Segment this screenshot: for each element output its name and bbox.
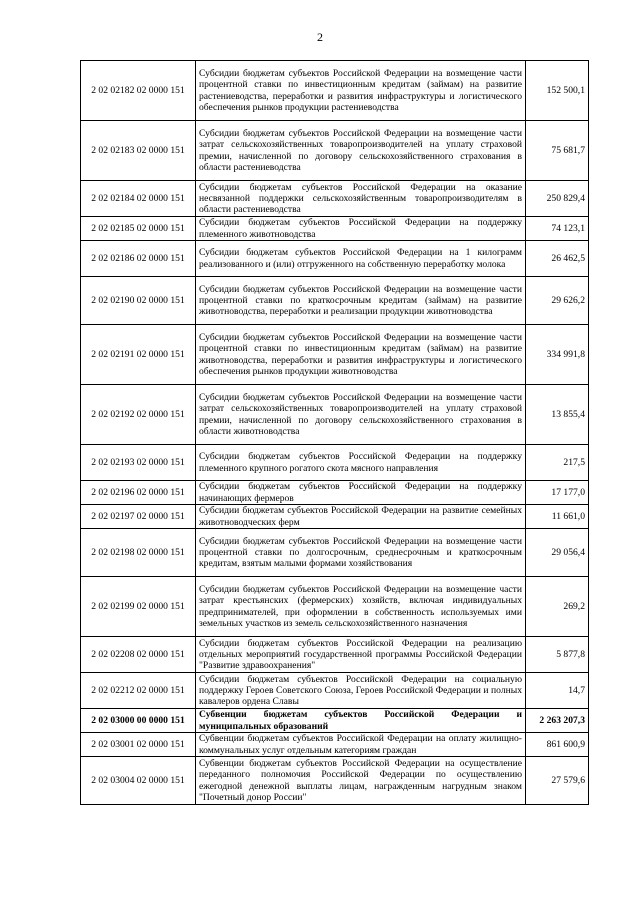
amount-cell: 29 626,2 [526,277,589,325]
budget-code-cell: 2 02 02182 02 0000 151 [81,61,196,121]
table-row [81,181,589,217]
amount-cell: 13 855,4 [526,385,589,445]
amount-cell: 5 877,8 [526,637,589,673]
table-row [81,481,589,505]
amount-cell: 74 123,1 [526,217,589,241]
description-cell: Субсидии бюджетам субъектов Российской Федерации на возмещение части процентной ставки по долгосрочным, среднесрочным и краткосрочным кредитам, взятым малыми формами хозяйствования [196,529,526,577]
budget-code-cell: 2 02 02184 02 0000 151 [81,181,196,217]
amount-cell: 861 600,9 [526,733,589,757]
budget-code-cell: 2 02 02197 02 0000 151 [81,505,196,529]
budget-code-cell: 2 02 02199 02 0000 151 [81,577,196,637]
amount-cell: 334 991,8 [526,325,589,385]
table-row [81,757,589,805]
budget-table [80,60,589,805]
description-cell: Субвенции бюджетам субъектов Российской Федерации и муниципальных образований [196,709,526,733]
description-cell: Субсидии бюджетам субъектов Российской Федерации на поддержку племенного животноводства [196,217,526,241]
amount-cell: 75 681,7 [526,121,589,181]
budget-code-cell: 2 02 03004 02 0000 151 [81,757,196,805]
amount-cell: 2 263 207,3 [526,709,589,733]
description-cell: Субсидии бюджетам субъектов Российской Федерации на оказание несвязанной поддержки сельскохозяйственным товаропроизводителям в области растениеводства [196,181,526,217]
amount-cell: 26 462,5 [526,241,589,277]
table-row [81,673,589,709]
budget-code-cell: 2 02 03001 02 0000 151 [81,733,196,757]
table-row [81,529,589,577]
budget-code-cell: 2 02 02198 02 0000 151 [81,529,196,577]
description-cell: Субсидии бюджетам субъектов Российской Федерации на поддержку начинающих фермеров [196,481,526,505]
amount-cell: 152 500,1 [526,61,589,121]
description-cell: Субсидии бюджетам субъектов Российской Федерации на возмещение части процентной ставки по инвестиционным кредитам (займам) на развитие животноводства, переработки и развития инфраструктуры и логистического обеспечения рынков продукции животноводства [196,325,526,385]
description-cell: Субсидии бюджетам субъектов Российской Федерации на развитие семейных животноводческих ферм [196,505,526,529]
description-cell: Субсидии бюджетам субъектов Российской Федерации на 1 килограмм реализованного и (или) отгруженного на собственную переработку молока [196,241,526,277]
budget-code-cell: 2 02 02185 02 0000 151 [81,217,196,241]
table-row [81,277,589,325]
budget-code-cell: 2 02 02192 02 0000 151 [81,385,196,445]
description-cell: Субсидии бюджетам субъектов Российской Федерации на реализацию отдельных мероприятий государственной программы Российской Федерации "Развитие здравоохранения" [196,637,526,673]
amount-cell: 29 056,4 [526,529,589,577]
page-number: 2 [317,30,323,44]
budget-code-cell: 2 02 02208 02 0000 151 [81,637,196,673]
table-row [81,241,589,277]
table-row [81,577,589,637]
budget-code-cell: 2 02 02186 02 0000 151 [81,241,196,277]
table-row [81,445,589,481]
budget-code-cell: 2 02 02191 02 0000 151 [81,325,196,385]
table-row [81,385,589,445]
table-row [81,61,589,121]
budget-code-cell: 2 02 02193 02 0000 151 [81,445,196,481]
amount-cell: 27 579,6 [526,757,589,805]
budget-code-cell: 2 02 03000 00 0000 151 [81,709,196,733]
table-row [81,637,589,673]
table-row [81,121,589,181]
amount-cell: 250 829,4 [526,181,589,217]
amount-cell: 217,5 [526,445,589,481]
budget-code-cell: 2 02 02183 02 0000 151 [81,121,196,181]
amount-cell: 14,7 [526,673,589,709]
description-cell: Субвенции бюджетам субъектов Российской Федерации на осуществление переданного полномочия Российской Федерации по осуществлению ежегодной денежной выплаты лицам, награжденным нагрудным знаком "Почетный донор России" [196,757,526,805]
table-row [81,733,589,757]
table-row [81,505,589,529]
table-row [81,217,589,241]
description-cell: Субвенции бюджетам субъектов Российской Федерации на оплату жилищно-коммунальных услуг отдельным категориям граждан [196,733,526,757]
budget-code-cell: 2 02 02196 02 0000 151 [81,481,196,505]
amount-cell: 17 177,0 [526,481,589,505]
description-cell: Субсидии бюджетам субъектов Российской Федерации на возмещение части процентной ставки по краткосрочным кредитам (займам) на развитие животноводства, переработки и реализации продукции животноводства [196,277,526,325]
budget-table-body [81,61,589,805]
description-cell: Субсидии бюджетам субъектов Российской Федерации на поддержку племенного крупного рогатого скота мясного направления [196,445,526,481]
description-cell: Субсидии бюджетам субъектов Российской Федерации на возмещение части затрат сельскохозяйственных товаропроизводителей на уплату страховой премии, начисленной по договору сельскохозяйственного страхования в области растениеводства [196,121,526,181]
description-cell: Субсидии бюджетам субъектов Российской Федерации на возмещение части затрат крестьянских (фермерских) хозяйств, включая индивидуальных предпринимателей, при оформлении в собственность используемых ими земельных участков из земель сельскохозяйственного назначения [196,577,526,637]
description-cell: Субсидии бюджетам субъектов Российской Федерации на социальную поддержку Героев Советского Союза, Героев Российской Федерации и полных кавалеров ордена Славы [196,673,526,709]
table-row [81,325,589,385]
budget-code-cell: 2 02 02190 02 0000 151 [81,277,196,325]
amount-cell: 11 661,0 [526,505,589,529]
table-row-section-header [81,709,589,733]
description-cell: Субсидии бюджетам субъектов Российской Федерации на возмещение части затрат сельскохозяйственных товаропроизводителей на уплату страховой премии, начисленной по договору сельскохозяйственного страхования в области животноводства [196,385,526,445]
budget-code-cell: 2 02 02212 02 0000 151 [81,673,196,709]
description-cell: Субсидии бюджетам субъектов Российской Федерации на возмещение части процентной ставки по инвестиционным кредитам (займам) на развитие растениеводства, переработки и развития инфраструктуры и логистического обеспечения рынков продукции растениеводства [196,61,526,121]
amount-cell: 269,2 [526,577,589,637]
